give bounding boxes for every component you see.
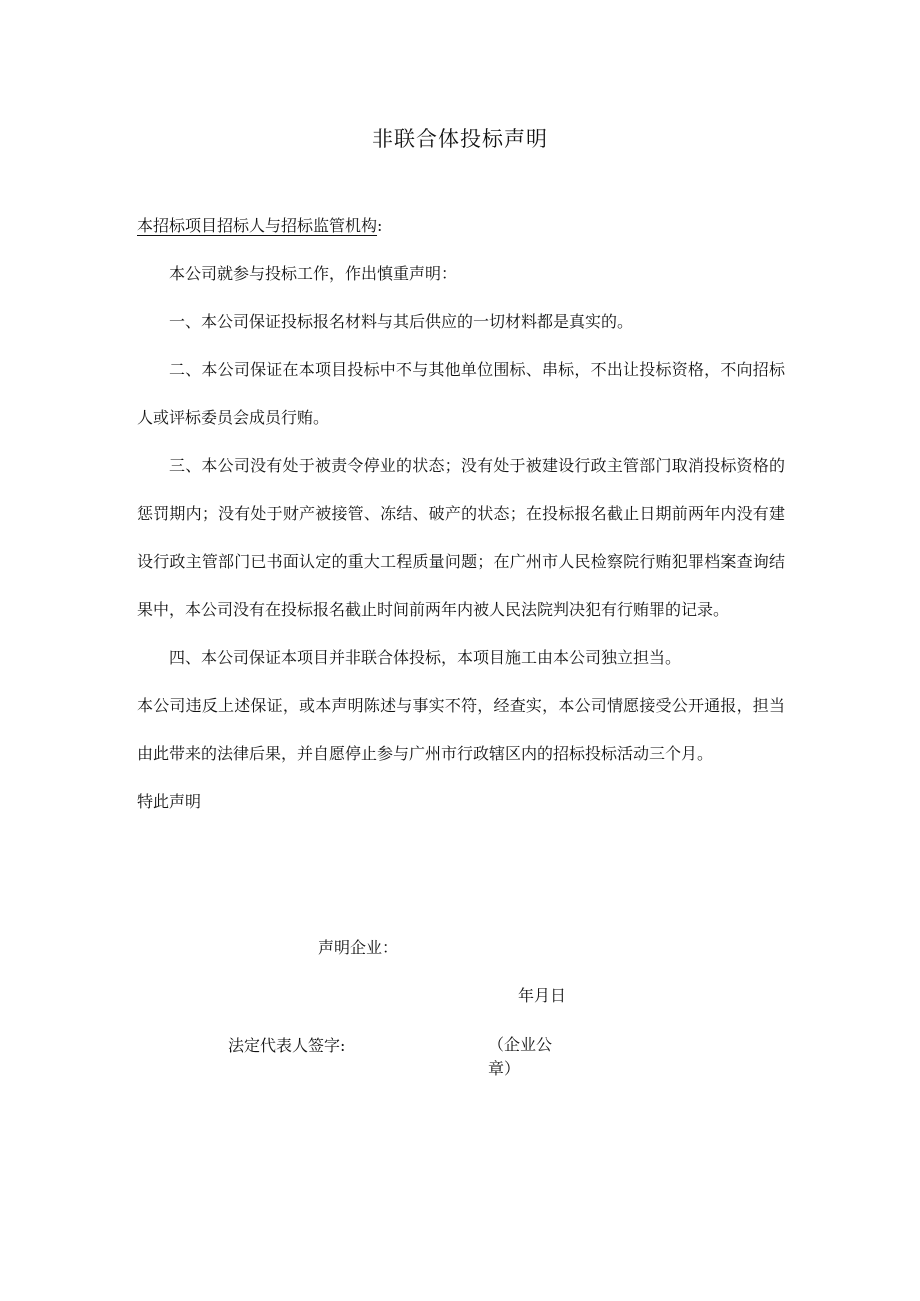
document-title: 非联合体投标声明: [372, 127, 548, 151]
closing-statement: 特此声明: [137, 792, 202, 811]
declaring-company-label: 声明企业：: [318, 938, 399, 957]
addressee-colon: :: [377, 216, 383, 235]
violation-paragraph: 本公司违反上述保证，或本声明陈述与事实不符，经查实，本公司情愿接受公开通报，担当由此带来的法律后果，并自愿停止参与广州市行政辖区内的招标投标活动三个月。: [137, 696, 785, 763]
intro-paragraph: 本公司就参与投标工作，作出慎重声明：: [169, 264, 458, 283]
clause-four-paragraph: 四、本公司保证本项目并非联合体投标，本项目施工由本公司独立担当。: [169, 648, 682, 667]
clause-three-paragraph: 三、本公司没有处于被责令停业的状态；没有处于被建设行政主管部门取消投标资格的惩罚期内；没有处于财产被接管、冻结、破产的状态；在投标报名截止日期前两年内没有建设行政主管部门已书面认定的重大工程质量问题；在广州市人民检察院行贿犯罪档案查询结果中，本公司没有在投标报名截止时间前两年内被人民法院判决犯有行贿罪的记录。: [137, 456, 785, 619]
addressee-name: 本招标项目招标人与招标监管机构: [137, 216, 378, 235]
clause-one-paragraph: 一、本公司保证投标报名材料与其后供应的一切材料都是真实的。: [169, 312, 634, 331]
company-seal-label: （企业公章）: [488, 1035, 553, 1078]
declaration-body: [137, 250, 785, 826]
clause-two-paragraph: 二、本公司保证在本项目投标中不与其他单位围标、串标，不出让投标资格，不向招标人或评标委员会成员行贿。: [137, 360, 785, 427]
addressee-line: [137, 202, 785, 250]
legal-representative-signature-label: 法定代表人签字:: [228, 1036, 346, 1055]
date-label: 年月日: [518, 986, 567, 1005]
